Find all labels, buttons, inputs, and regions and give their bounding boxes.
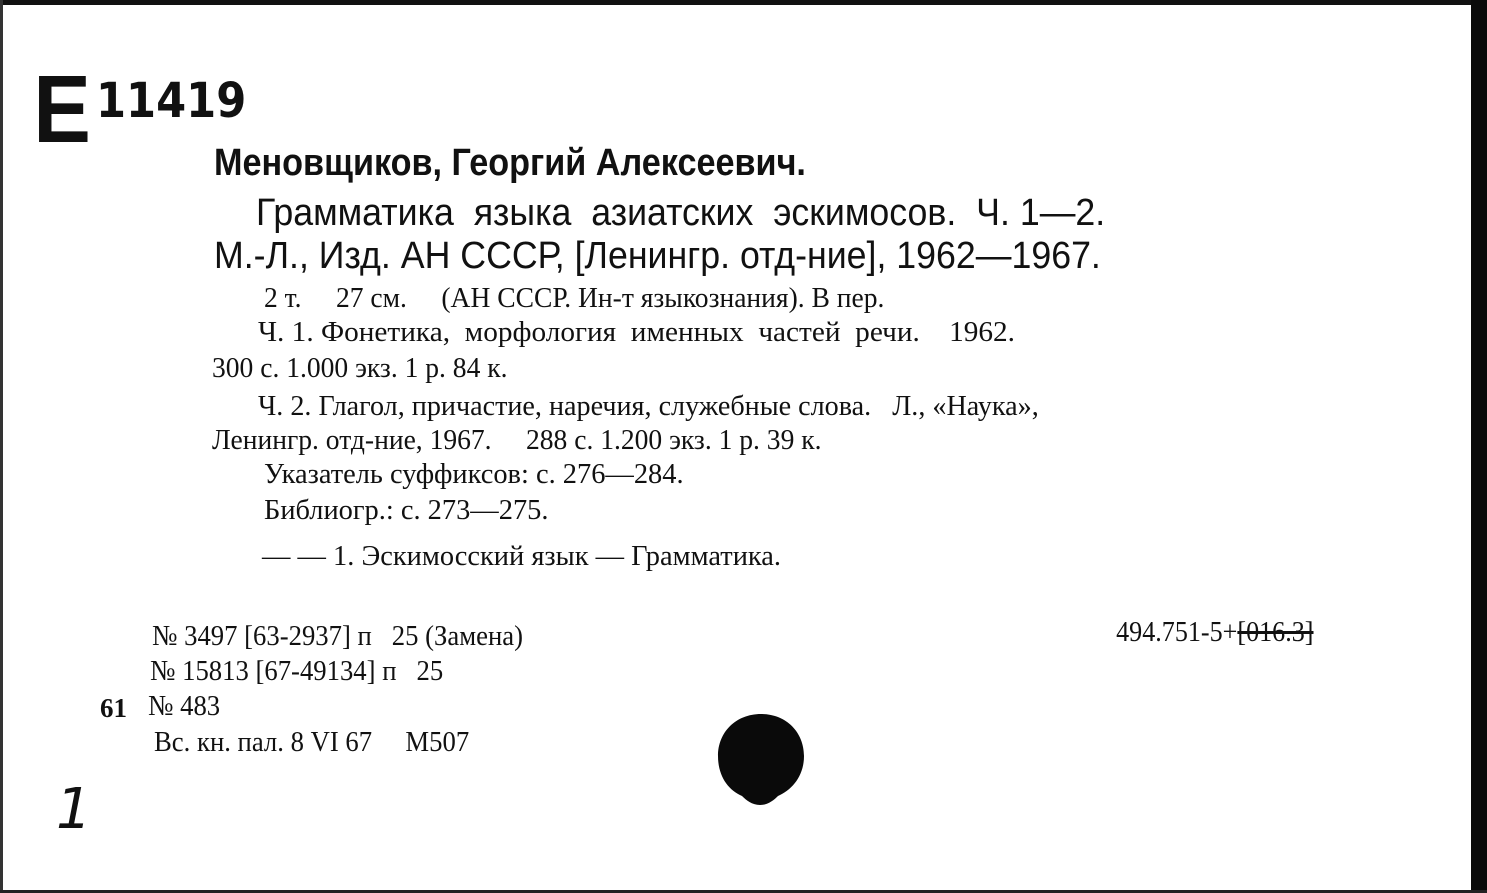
note-bibliography: Библиогр.: с. 273—275.: [264, 494, 549, 526]
book-chamber-line: Вс. кн. пал. 8 VI 67 М507: [154, 726, 470, 758]
call-number-letter: E: [33, 56, 91, 163]
record-line-2: № 15813 [67-49134] п 25: [150, 655, 444, 687]
call-number-digits: 11419: [96, 73, 247, 129]
part2-line-1: Ч. 2. Глагол, причастие, наречия, служебные слова. Л., «Наука»,: [258, 390, 1039, 422]
record-prefix: 61: [100, 693, 127, 723]
record-line-1: № 3497 [63-2937] п 25 (Замена): [152, 620, 523, 652]
punch-hole-icon: [716, 710, 806, 805]
classification-main: 494.751-5+: [1116, 616, 1238, 648]
card-edge-right: [1471, 0, 1487, 893]
part1-line-1: Ч. 1. Фонетика, морфология именных частей речи. 1962.: [258, 316, 1016, 348]
note-suffix-index: Указатель суффиксов: с. 276—284.: [264, 458, 684, 490]
part2-line-2: Ленингр. отд-ние, 1967. 288 с. 1.200 экз. 1 р. 39 к.: [212, 424, 822, 456]
card-edge-top: [0, 0, 1487, 5]
part1-line-2: 300 с. 1.000 экз. 1 р. 84 к.: [212, 352, 508, 384]
title-line-1: Грамматика языка азиатских эскимосов. Ч. 1—2.: [256, 192, 1106, 234]
record-line-3: № 483: [148, 690, 221, 722]
author-heading: Меновщиков, Георгий Алексеевич.: [214, 142, 806, 184]
handwritten-mark: 1: [56, 777, 92, 842]
classification-number: [1090, 584, 1314, 680]
subject-tracing: — — 1. Эскимосский язык — Грамматика.: [262, 540, 782, 572]
title-line-2: М.-Л., Изд. АН СССР, [Ленингр. отд-ние], 1962—1967.: [214, 235, 1101, 277]
card-edge-left: [0, 0, 3, 893]
classification-struck: [016.3]: [1237, 616, 1314, 648]
physical-description: 2 т. 27 см. (АН СССР. Ин-т языкознания). В пер.: [264, 282, 885, 314]
